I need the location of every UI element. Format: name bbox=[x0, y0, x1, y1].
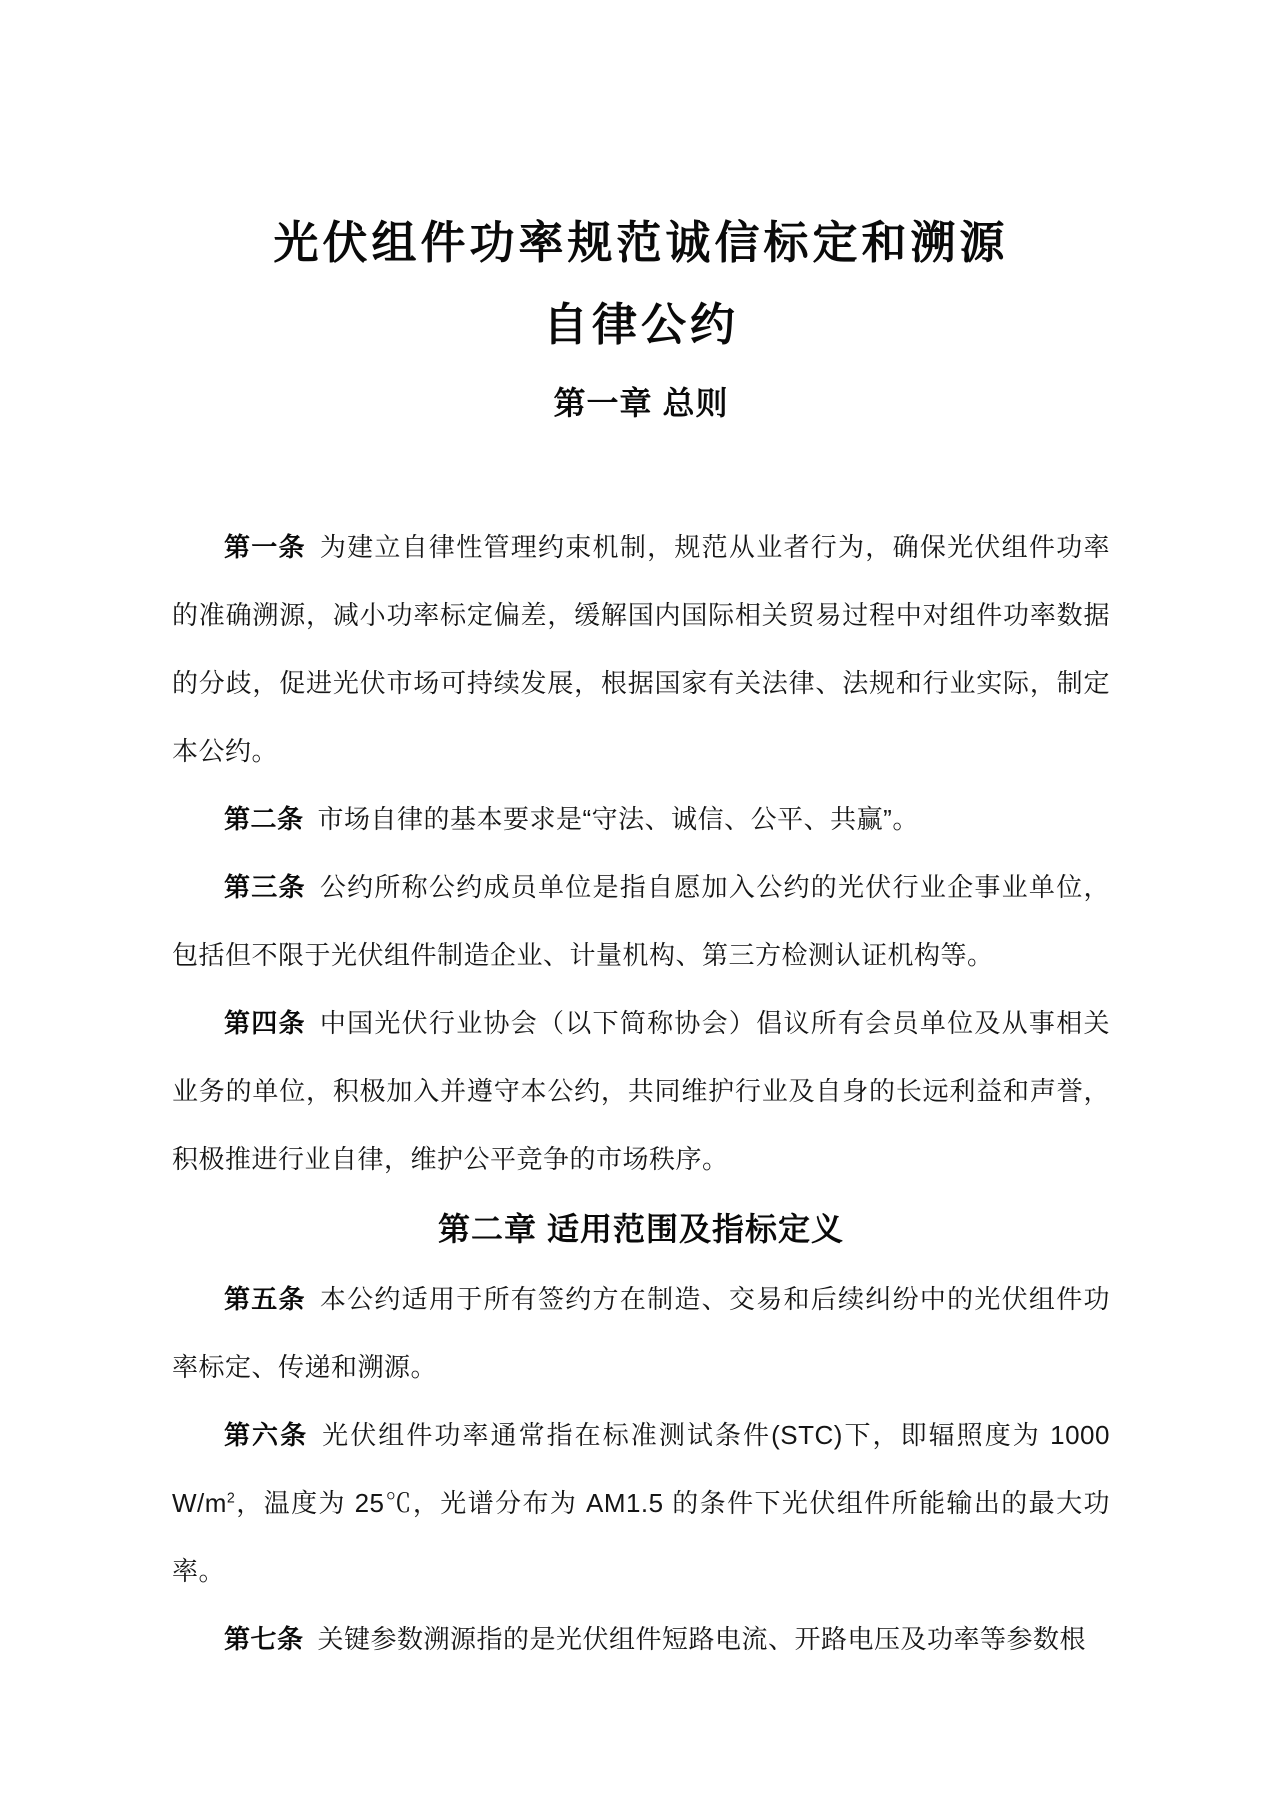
article-6-superscript: 2 bbox=[226, 1490, 236, 1507]
article-7-label: 第七条 bbox=[224, 1624, 304, 1654]
article-4-paragraph bbox=[172, 989, 1110, 1193]
article-4-label: 第四条 bbox=[224, 1008, 306, 1038]
article-6-text-after-superscript: ，温度为 25℃，光谱分布为 AM1.5 的条件下光伏组件所能输出的最大功率。 bbox=[172, 1488, 1110, 1586]
article-6-paragraph bbox=[172, 1401, 1110, 1605]
article-2-paragraph bbox=[172, 785, 1110, 853]
article-2-text: 市场自律的基本要求是“守法、诚信、公平、共赢”。 bbox=[317, 804, 919, 834]
article-1-label: 第一条 bbox=[224, 532, 306, 562]
article-3-label: 第三条 bbox=[224, 872, 306, 902]
article-1-paragraph bbox=[172, 513, 1110, 785]
chapter-1-heading: 第一章 总则 bbox=[553, 385, 729, 421]
article-1-text: 为建立自律性管理约束机制，规范从业者行为，确保光伏组件功率的准确溯源，减小功率标定偏差，缓解国内国际相关贸易过程中对组件功率数据的分歧，促进光伏市场可持续发展，根据国家有关法律、法规和行业实际，制定本公约。 bbox=[172, 532, 1110, 766]
article-6-text-before-superscript: 光伏组件功率通常指在标准测试条件(STC)下，即辐照度为 1000 W/m bbox=[172, 1420, 1110, 1518]
article-3-paragraph bbox=[172, 853, 1110, 989]
article-4-text: 中国光伏行业协会（以下简称协会）倡议所有会员单位及从事相关业务的单位，积极加入并遵守本公约，共同维护行业及自身的长远利益和声誉，积极推进行业自律，维护公平竞争的市场秩序。 bbox=[172, 1008, 1110, 1174]
article-5-label: 第五条 bbox=[224, 1284, 306, 1314]
document-title-line2: 自律公约 bbox=[542, 298, 739, 350]
article-3-text: 公约所称公约成员单位是指自愿加入公约的光伏行业企事业单位，包括但不限于光伏组件制造企业、计量机构、第三方检测认证机构等。 bbox=[172, 872, 1110, 970]
article-7-paragraph bbox=[172, 1605, 1110, 1673]
document-title-line1: 光伏组件功率规范诚信标定和溯源 bbox=[273, 217, 1009, 268]
chapter-2-heading: 第二章 适用范围及指标定义 bbox=[438, 1211, 844, 1247]
article-5-paragraph bbox=[172, 1265, 1110, 1401]
article-7-text: 关键参数溯源指的是光伏组件短路电流、开路电压及功率等参数根 bbox=[317, 1624, 1087, 1654]
article-2-label: 第二条 bbox=[224, 804, 304, 834]
article-6-label: 第六条 bbox=[224, 1420, 309, 1450]
article-5-text: 本公约适用于所有签约方在制造、交易和后续纠纷中的光伏组件功率标定、传递和溯源。 bbox=[172, 1284, 1110, 1382]
